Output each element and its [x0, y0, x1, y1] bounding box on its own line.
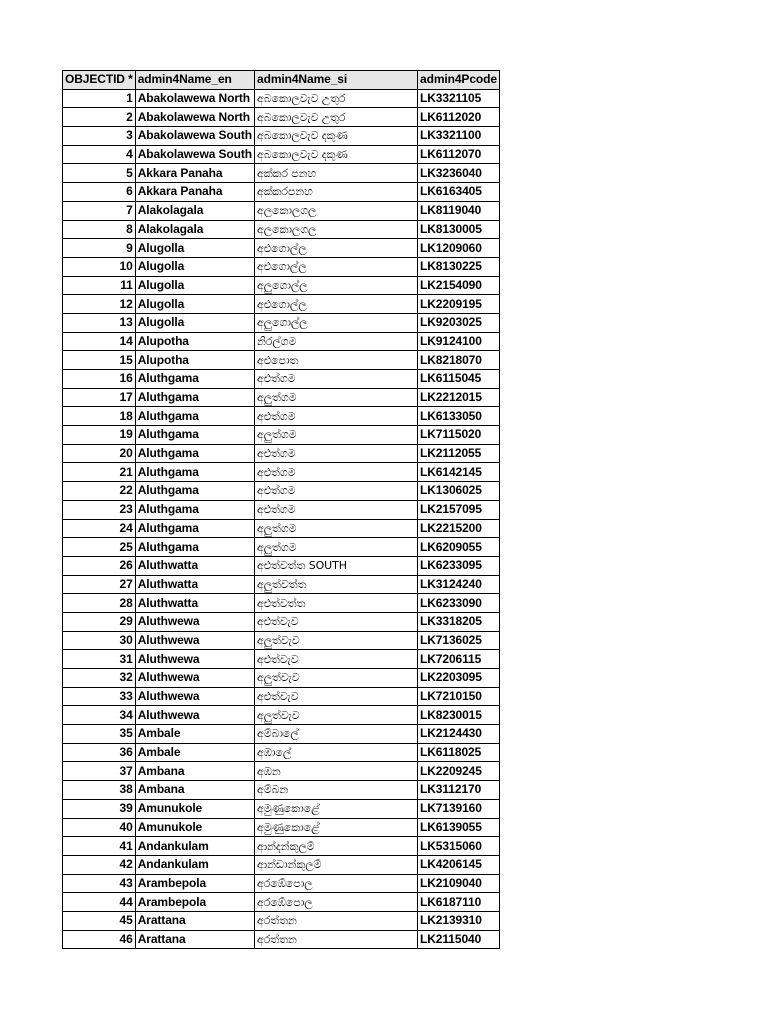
cell-objectid[interactable]: 19 [63, 426, 136, 445]
cell-name-en[interactable]: Aluthgama [135, 444, 254, 463]
cell-pcode[interactable]: LK2109040 [418, 874, 500, 893]
cell-pcode[interactable]: LK8130005 [418, 220, 500, 239]
cell-pcode[interactable]: LK6209055 [418, 538, 500, 557]
cell-pcode[interactable]: LK2209245 [418, 762, 500, 781]
cell-pcode[interactable]: LK2154090 [418, 276, 500, 295]
cell-name-si[interactable]: අලුත්වැව [255, 706, 418, 725]
cell-objectid[interactable]: 23 [63, 500, 136, 519]
cell-name-en[interactable]: Alugolla [135, 239, 254, 258]
cell-name-si[interactable]: අබකොලවැව උතුර [255, 89, 418, 108]
cell-name-si[interactable]: අලුත්ගම [255, 519, 418, 538]
cell-name-en[interactable]: Aluthgama [135, 463, 254, 482]
cell-pcode[interactable]: LK7136025 [418, 631, 500, 650]
cell-pcode[interactable]: LK6163405 [418, 183, 500, 202]
cell-pcode[interactable]: LK6112070 [418, 145, 500, 164]
cell-name-si[interactable]: අළුත්වැව [255, 612, 418, 631]
cell-name-si[interactable]: අලුත්ගම [255, 426, 418, 445]
cell-name-si[interactable]: අළුත්ගම [255, 482, 418, 501]
cell-name-en[interactable]: Aluthgama [135, 519, 254, 538]
cell-pcode[interactable]: LK2212015 [418, 388, 500, 407]
cell-name-en[interactable]: Aluthwatta [135, 594, 254, 613]
cell-name-si[interactable]: අළුගොල්ල [255, 295, 418, 314]
cell-objectid[interactable]: 34 [63, 706, 136, 725]
table-row [63, 164, 500, 183]
cell-objectid[interactable]: 20 [63, 444, 136, 463]
cell-pcode[interactable]: LK4206145 [418, 855, 500, 874]
cell-pcode[interactable]: LK2203095 [418, 669, 500, 688]
cell-objectid[interactable]: 45 [63, 911, 136, 930]
cell-name-en[interactable]: Amunukole [135, 818, 254, 837]
cell-objectid[interactable]: 22 [63, 482, 136, 501]
table-row [63, 127, 500, 146]
cell-name-en[interactable]: Aluthwatta [135, 575, 254, 594]
cell-pcode[interactable]: LK7115020 [418, 426, 500, 445]
cell-name-si[interactable]: අරඹේපොල [255, 893, 418, 912]
cell-name-si[interactable]: අලුත්වත්ත [255, 575, 418, 594]
cell-name-en[interactable]: Arattana [135, 911, 254, 930]
cell-name-en[interactable]: Aluthwewa [135, 669, 254, 688]
table-row [63, 257, 500, 276]
cell-name-si[interactable]: අලුගොල්ල [255, 313, 418, 332]
cell-objectid[interactable]: 27 [63, 575, 136, 594]
cell-pcode[interactable]: LK2115040 [418, 930, 500, 949]
table-row [63, 519, 500, 538]
cell-name-si[interactable]: අක්කර පනහ [255, 164, 418, 183]
cell-pcode[interactable]: LK5315060 [418, 837, 500, 856]
table-row [63, 855, 500, 874]
cell-pcode[interactable]: LK7210150 [418, 687, 500, 706]
table-row [63, 201, 500, 220]
cell-objectid[interactable]: 28 [63, 594, 136, 613]
table-row [63, 108, 500, 127]
cell-objectid[interactable]: 5 [63, 164, 136, 183]
cell-name-en[interactable]: Akkara Panaha [135, 164, 254, 183]
cell-pcode[interactable]: LK3321105 [418, 89, 500, 108]
cell-pcode[interactable]: LK6115045 [418, 370, 500, 389]
cell-name-en[interactable]: Alakolagala [135, 220, 254, 239]
cell-name-en[interactable]: Alupotha [135, 351, 254, 370]
cell-name-si[interactable]: අබකොලවැව දකුණ [255, 127, 418, 146]
cell-name-en[interactable]: Aluthgama [135, 370, 254, 389]
table-row [63, 818, 500, 837]
cell-name-si[interactable]: අළුත්ගම [255, 407, 418, 426]
cell-name-en[interactable]: Arambepola [135, 893, 254, 912]
table-row [63, 239, 500, 258]
table-row [63, 556, 500, 575]
cell-pcode[interactable]: LK6139055 [418, 818, 500, 837]
cell-objectid[interactable]: 44 [63, 893, 136, 912]
table-row [63, 669, 500, 688]
cell-objectid[interactable]: 18 [63, 407, 136, 426]
table-row [63, 444, 500, 463]
cell-name-si[interactable]: අළුත්ගම [255, 370, 418, 389]
cell-objectid[interactable]: 2 [63, 108, 136, 127]
cell-name-en[interactable]: Aluthwatta [135, 556, 254, 575]
cell-name-en[interactable]: Aluthgama [135, 482, 254, 501]
cell-name-en[interactable]: Aluthwewa [135, 631, 254, 650]
table-row [63, 743, 500, 762]
cell-objectid[interactable]: 9 [63, 239, 136, 258]
cell-pcode[interactable]: LK9124100 [418, 332, 500, 351]
cell-name-si[interactable]: අළුත්වත්ත [255, 594, 418, 613]
cell-name-si[interactable]: අඹාලේ [255, 743, 418, 762]
cell-objectid[interactable]: 7 [63, 201, 136, 220]
table-row [63, 295, 500, 314]
cell-name-si[interactable]: අළුත්වත්ත SOUTH [255, 556, 418, 575]
cell-objectid[interactable]: 43 [63, 874, 136, 893]
table-row [63, 837, 500, 856]
cell-objectid[interactable]: 16 [63, 370, 136, 389]
cell-pcode[interactable]: LK7139160 [418, 799, 500, 818]
cell-name-si[interactable]: ආන්දන්කුලම් [255, 837, 418, 856]
table-row [63, 538, 500, 557]
cell-name-si[interactable]: අළුපොත [255, 351, 418, 370]
header-objectid[interactable]: OBJECTID * [63, 71, 136, 90]
table-row [63, 575, 500, 594]
cell-name-en[interactable]: Ambana [135, 781, 254, 800]
cell-name-en[interactable]: Abakolawewa South [135, 127, 254, 146]
cell-pcode[interactable]: LK7206115 [418, 650, 500, 669]
cell-name-en[interactable]: Aluthgama [135, 500, 254, 519]
cell-objectid[interactable]: 15 [63, 351, 136, 370]
table-row [63, 930, 500, 949]
cell-name-si[interactable]: අරඹේපොල [255, 874, 418, 893]
cell-name-si[interactable]: ආන්ඩාන්කුලම් [255, 855, 418, 874]
cell-objectid[interactable]: 8 [63, 220, 136, 239]
header-admin4name-si[interactable]: admin4Name_si [255, 71, 418, 90]
cell-objectid[interactable]: 21 [63, 463, 136, 482]
cell-pcode[interactable]: LK8218070 [418, 351, 500, 370]
cell-pcode[interactable]: LK8230015 [418, 706, 500, 725]
cell-objectid[interactable]: 26 [63, 556, 136, 575]
cell-objectid[interactable]: 25 [63, 538, 136, 557]
table-row [63, 650, 500, 669]
cell-name-en[interactable]: Ambale [135, 725, 254, 744]
cell-name-si[interactable]: අමුණුකොළේ [255, 799, 418, 818]
cell-pcode[interactable]: LK6112020 [418, 108, 500, 127]
cell-name-si[interactable]: අළුගොල්ල [255, 239, 418, 258]
table-row [63, 463, 500, 482]
table-row [63, 781, 500, 800]
cell-name-en[interactable]: Arattana [135, 930, 254, 949]
cell-name-en[interactable]: Abakolawewa North [135, 108, 254, 127]
cell-name-en[interactable]: Aluthwewa [135, 650, 254, 669]
cell-objectid[interactable]: 30 [63, 631, 136, 650]
cell-pcode[interactable]: LK3124240 [418, 575, 500, 594]
cell-name-en[interactable]: Aluthwewa [135, 706, 254, 725]
cell-objectid[interactable]: 40 [63, 818, 136, 837]
cell-name-en[interactable]: Alakolagala [135, 201, 254, 220]
cell-name-en[interactable]: Andankulam [135, 837, 254, 856]
table-row [63, 482, 500, 501]
cell-name-si[interactable]: අළුත්ගම [255, 463, 418, 482]
cell-pcode[interactable]: LK3318205 [418, 612, 500, 631]
cell-pcode[interactable]: LK9203025 [418, 313, 500, 332]
cell-name-en[interactable]: Arambepola [135, 874, 254, 893]
cell-pcode[interactable]: LK8119040 [418, 201, 500, 220]
cell-objectid[interactable]: 12 [63, 295, 136, 314]
cell-pcode[interactable]: LK6133050 [418, 407, 500, 426]
cell-objectid[interactable]: 1 [63, 89, 136, 108]
cell-objectid[interactable]: 17 [63, 388, 136, 407]
cell-name-en[interactable]: Akkara Panaha [135, 183, 254, 202]
cell-pcode[interactable]: LK2124430 [418, 725, 500, 744]
cell-pcode[interactable]: LK3236040 [418, 164, 500, 183]
cell-objectid[interactable]: 46 [63, 930, 136, 949]
cell-pcode[interactable]: LK2215200 [418, 519, 500, 538]
table-row [63, 911, 500, 930]
cell-pcode[interactable]: LK6187110 [418, 893, 500, 912]
table-row [63, 276, 500, 295]
header-admin4pcode[interactable]: admin4Pcode [418, 71, 500, 90]
cell-name-si[interactable]: අරත්තන [255, 930, 418, 949]
cell-objectid[interactable]: 10 [63, 257, 136, 276]
cell-pcode[interactable]: LK2209195 [418, 295, 500, 314]
table-row [63, 893, 500, 912]
table-row [63, 370, 500, 389]
table-row [63, 799, 500, 818]
cell-objectid[interactable]: 35 [63, 725, 136, 744]
table-row [63, 332, 500, 351]
table-row [63, 687, 500, 706]
cell-name-si[interactable]: අළුත්වැව [255, 687, 418, 706]
table-row [63, 313, 500, 332]
cell-name-si[interactable]: අඹන [255, 762, 418, 781]
cell-name-si[interactable]: අලකොලගල [255, 201, 418, 220]
cell-objectid[interactable]: 39 [63, 799, 136, 818]
cell-pcode[interactable]: LK1209060 [418, 239, 500, 258]
cell-name-si[interactable]: අළුත්වැව [255, 650, 418, 669]
cell-objectid[interactable]: 41 [63, 837, 136, 856]
cell-name-si[interactable]: අලුත්වැව [255, 669, 418, 688]
table-row [63, 220, 500, 239]
cell-name-en[interactable]: Andankulam [135, 855, 254, 874]
table-row [63, 612, 500, 631]
cell-name-en[interactable]: Aluthgama [135, 538, 254, 557]
cell-name-en[interactable]: Alugolla [135, 295, 254, 314]
cell-pcode[interactable]: LK6233095 [418, 556, 500, 575]
cell-objectid[interactable]: 33 [63, 687, 136, 706]
table-row [63, 594, 500, 613]
cell-pcode[interactable]: LK3321100 [418, 127, 500, 146]
table-row [63, 183, 500, 202]
cell-name-en[interactable]: Amunukole [135, 799, 254, 818]
cell-objectid[interactable]: 37 [63, 762, 136, 781]
cell-name-en[interactable]: Aluthgama [135, 426, 254, 445]
table-row [63, 874, 500, 893]
cell-pcode[interactable]: LK6142145 [418, 463, 500, 482]
cell-pcode[interactable]: LK2112055 [418, 444, 500, 463]
cell-objectid[interactable]: 6 [63, 183, 136, 202]
table-body [63, 89, 500, 949]
header-row [63, 71, 500, 90]
cell-objectid[interactable]: 42 [63, 855, 136, 874]
data-table [62, 70, 500, 949]
cell-name-si[interactable]: නිරල්ගම [255, 332, 418, 351]
table-row [63, 407, 500, 426]
cell-name-en[interactable]: Alugolla [135, 313, 254, 332]
cell-objectid[interactable]: 29 [63, 612, 136, 631]
cell-pcode[interactable]: LK8130225 [418, 257, 500, 276]
cell-objectid[interactable]: 31 [63, 650, 136, 669]
table-row [63, 351, 500, 370]
cell-name-si[interactable]: අලුත්වැව [255, 631, 418, 650]
cell-name-si[interactable]: අලකොලගල [255, 220, 418, 239]
cell-name-si[interactable]: අම්බාලේ [255, 725, 418, 744]
cell-name-si[interactable]: අළුගොල්ල [255, 257, 418, 276]
cell-name-si[interactable]: අම්බන [255, 781, 418, 800]
cell-name-en[interactable]: Abakolawewa North [135, 89, 254, 108]
cell-pcode[interactable]: LK6233090 [418, 594, 500, 613]
cell-pcode[interactable]: LK2157095 [418, 500, 500, 519]
table-row [63, 706, 500, 725]
cell-pcode[interactable]: LK1306025 [418, 482, 500, 501]
table-row [63, 725, 500, 744]
cell-objectid[interactable]: 32 [63, 669, 136, 688]
cell-objectid[interactable]: 38 [63, 781, 136, 800]
cell-name-en[interactable]: Ambana [135, 762, 254, 781]
cell-name-en[interactable]: Aluthwewa [135, 687, 254, 706]
cell-objectid[interactable]: 13 [63, 313, 136, 332]
table-row [63, 388, 500, 407]
cell-name-en[interactable]: Abakolawewa South [135, 145, 254, 164]
cell-name-en[interactable]: Alupotha [135, 332, 254, 351]
cell-name-si[interactable]: අලුත්ගම [255, 388, 418, 407]
cell-pcode[interactable]: LK3112170 [418, 781, 500, 800]
cell-name-en[interactable]: Ambale [135, 743, 254, 762]
cell-name-en[interactable]: Aluthgama [135, 388, 254, 407]
cell-name-en[interactable]: Alugolla [135, 276, 254, 295]
cell-name-si[interactable]: අලුත්ගම [255, 538, 418, 557]
header-admin4name-en[interactable]: admin4Name_en [135, 71, 254, 90]
cell-name-si[interactable]: අලුගොල්ල [255, 276, 418, 295]
cell-name-si[interactable]: අබකොලවැව දකුණ [255, 145, 418, 164]
cell-name-si[interactable]: අමුණුකොළේ [255, 818, 418, 837]
cell-name-en[interactable]: Aluthgama [135, 407, 254, 426]
cell-name-si[interactable]: අළුත්ගම [255, 500, 418, 519]
table-row [63, 762, 500, 781]
cell-objectid[interactable]: 24 [63, 519, 136, 538]
cell-name-si[interactable]: අළුත්ගම [255, 444, 418, 463]
cell-pcode[interactable]: LK6118025 [418, 743, 500, 762]
table-row [63, 89, 500, 108]
table-row [63, 631, 500, 650]
cell-name-si[interactable]: අබකොලවැව උතුර [255, 108, 418, 127]
table-row [63, 145, 500, 164]
cell-objectid[interactable]: 11 [63, 276, 136, 295]
cell-name-en[interactable]: Alugolla [135, 257, 254, 276]
cell-pcode[interactable]: LK2139310 [418, 911, 500, 930]
table-row [63, 426, 500, 445]
cell-objectid[interactable]: 36 [63, 743, 136, 762]
cell-objectid[interactable]: 14 [63, 332, 136, 351]
cell-objectid[interactable]: 3 [63, 127, 136, 146]
cell-name-si[interactable]: අක්කරපනහ [255, 183, 418, 202]
cell-objectid[interactable]: 4 [63, 145, 136, 164]
cell-name-si[interactable]: අරත්තන [255, 911, 418, 930]
table-row [63, 500, 500, 519]
cell-name-en[interactable]: Aluthwewa [135, 612, 254, 631]
